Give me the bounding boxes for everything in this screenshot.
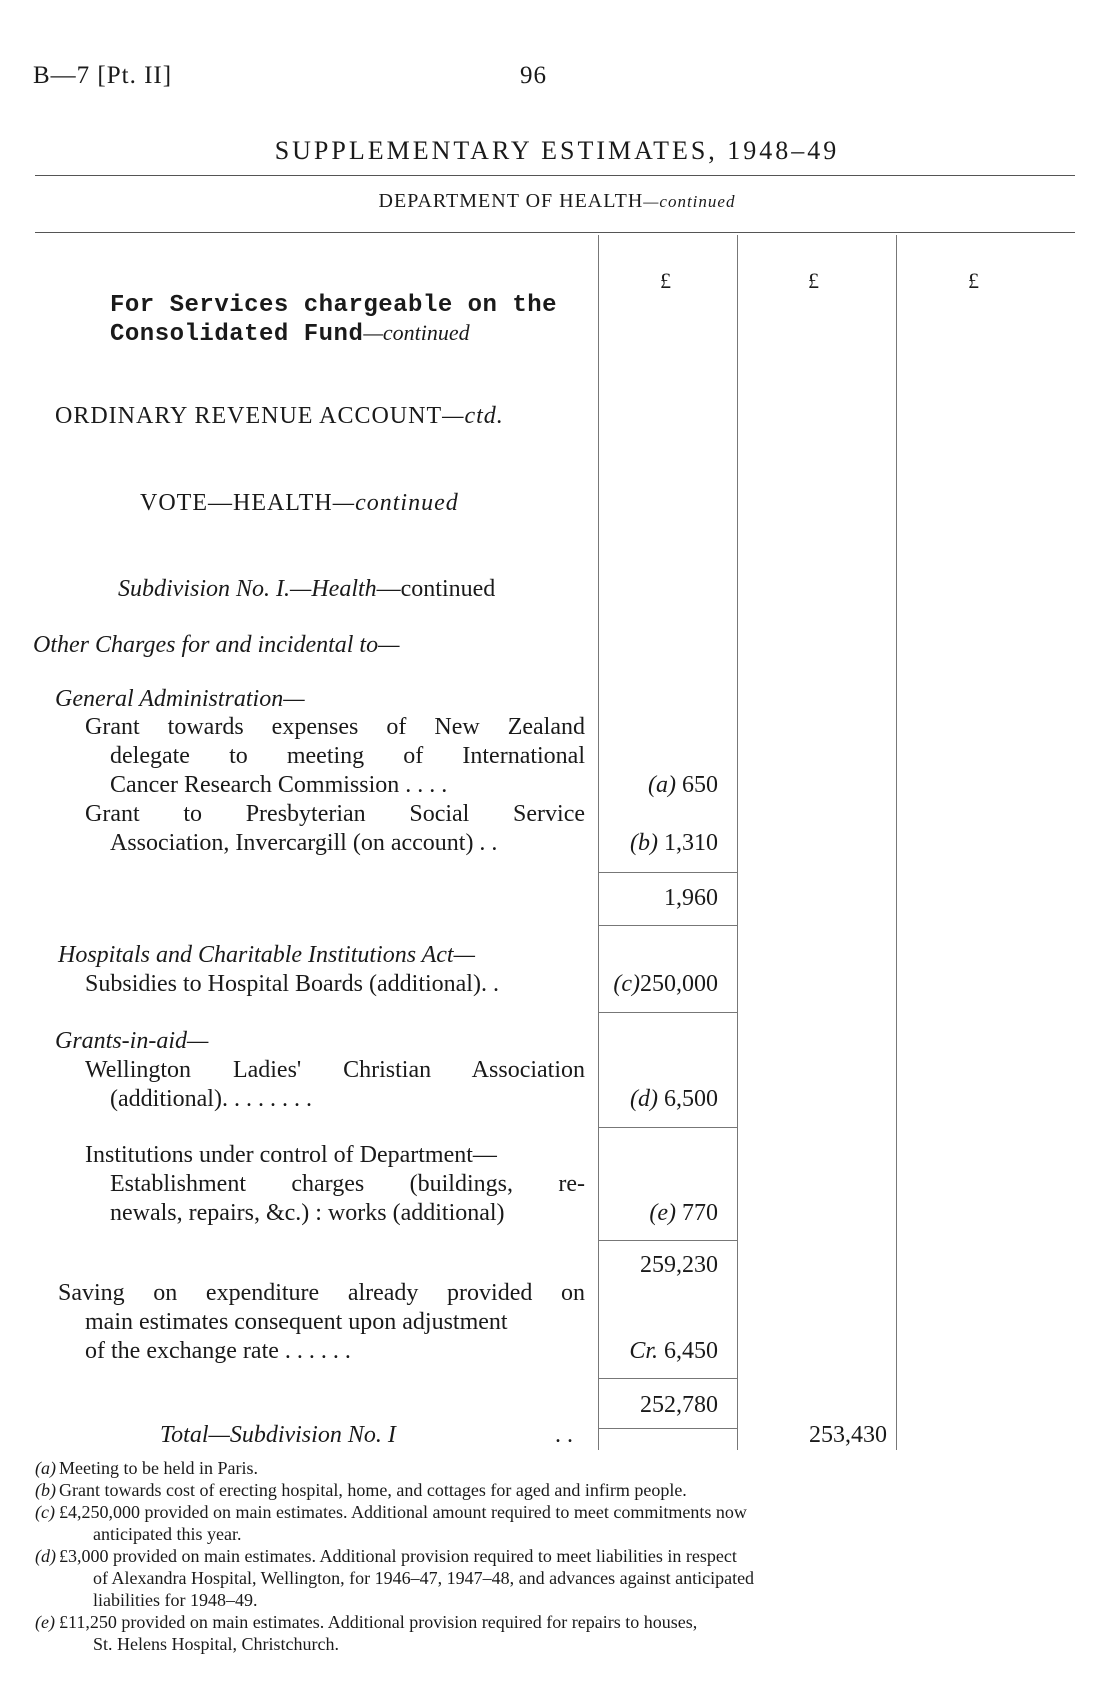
department-rule	[35, 232, 1075, 233]
amount-770: 770	[682, 1200, 718, 1226]
footnote-d-text: £3,000 provided on main estimates. Additional provision required to meet liabilities in respect	[59, 1546, 737, 1566]
footnote-a-label: (a)	[35, 1458, 56, 1478]
footnote-ref-a: (a)	[648, 772, 676, 798]
vote-heading	[140, 490, 459, 517]
hospitals-amount	[598, 971, 718, 998]
account-suffix: —ctd.	[442, 403, 504, 429]
services-heading-suffix: —continued	[363, 320, 470, 345]
institutions-line1: Institutions under control of Department—	[85, 1142, 497, 1168]
other-charges-heading: Other Charges for and incidental to—	[33, 632, 400, 658]
footnote-d	[35, 1545, 1065, 1567]
institutions-line2: Establishment charges (buildings, re-	[110, 1171, 585, 1197]
department-heading	[0, 190, 1114, 213]
services-heading-fund: Consolidated Fund	[110, 321, 364, 348]
department-name: DEPARTMENT OF HEALTH	[378, 190, 644, 212]
general-admin-item1-line1: Grant towards expenses of New Zealand	[85, 714, 585, 740]
footnote-e-text: £11,250 provided on main estimates. Additional provision required for repairs to houses,	[59, 1612, 698, 1632]
department-suffix: —continued	[643, 192, 736, 211]
grants-in-aid-line1: Wellington Ladies' Christian Association	[85, 1057, 585, 1083]
general-admin-heading: General Administration—	[55, 686, 305, 712]
amount-6500: 6,500	[664, 1086, 718, 1112]
footnote-d-cont: of Alexandra Hospital, Wellington, for 1946–47, 1947–48, and advances against anticipated	[93, 1568, 755, 1588]
hospitals-item: Subsidies to Hospital Boards (additional). .	[85, 971, 499, 997]
footnote-e-label: (e)	[35, 1612, 55, 1632]
total-dots: . .	[555, 1422, 573, 1448]
footnote-ref-d: (d)	[630, 1086, 658, 1112]
footnote-b	[35, 1479, 1065, 1501]
general-admin-item1-amount	[598, 772, 718, 799]
account-heading	[55, 403, 504, 430]
institutions-amount	[598, 1200, 718, 1227]
net-total-rule	[598, 1428, 737, 1429]
footnote-b-label: (b)	[35, 1480, 56, 1500]
general-admin-item1-line2: delegate to meeting of International	[110, 743, 585, 769]
saving-line2: main estimates consequent upon adjustment	[85, 1309, 508, 1335]
footnote-e	[35, 1611, 1065, 1633]
subdivision-name: Subdivision No. I.—Health	[118, 576, 377, 602]
column-divider-3	[896, 235, 897, 1450]
grants-in-aid-rule	[598, 1127, 737, 1128]
column-3-currency: £	[968, 268, 979, 293]
grants-in-aid-heading: Grants-in-aid—	[55, 1028, 209, 1054]
amount-250000: 250,000	[640, 971, 718, 997]
general-admin-item1-line3: Cancer Research Commission . . . .	[110, 772, 448, 798]
subdivision-suffix: —continued	[376, 576, 496, 602]
vote-name: VOTE—HEALTH	[140, 490, 333, 516]
amount-6450: 6,450	[664, 1338, 718, 1364]
sum-rule	[598, 1240, 737, 1241]
footnote-b-text: Grant towards cost of erecting hospital, home, and cottages for aged and infirm people.	[59, 1480, 687, 1500]
page-number: 96	[520, 62, 547, 89]
subdivision-heading	[118, 576, 495, 603]
footnote-c-text: £4,250,000 provided on main estimates. Additional amount required to meet commitments now	[59, 1502, 747, 1522]
grants-in-aid-line2: (additional). . . . . . . .	[110, 1086, 312, 1112]
services-heading-line2	[110, 320, 470, 348]
title-rule	[35, 175, 1075, 176]
saving-amount	[598, 1338, 718, 1365]
column-2-currency: £	[808, 268, 819, 293]
amount-1310: 1,310	[664, 830, 718, 856]
net-rule	[598, 1378, 737, 1379]
vote-suffix: —continued	[332, 490, 459, 516]
total-label: Total—Subdivision No. I	[160, 1422, 396, 1448]
services-heading-line1: For Services chargeable on the	[110, 292, 558, 319]
footnote-d-cont2: liabilities for 1948–49.	[93, 1590, 258, 1610]
institutions-line3: newals, repairs, &c.) : works (additional)	[110, 1200, 505, 1226]
page-reference: B—7 [Pt. II]	[33, 62, 173, 89]
general-admin-subtotal: 1,960	[664, 885, 718, 911]
general-admin-item2-amount	[598, 830, 718, 857]
general-admin-item2-line2: Association, Invercargill (on account) . .	[110, 830, 498, 856]
footnotes	[35, 1457, 1065, 1655]
footnote-e-cont: St. Helens Hospital, Christchurch.	[93, 1634, 339, 1654]
footnote-c	[35, 1501, 1065, 1523]
saving-line1: Saving on expenditure already provided on	[58, 1280, 585, 1306]
credit-label: Cr.	[629, 1338, 658, 1364]
column-1-currency: £	[660, 268, 671, 293]
footnote-ref-b: (b)	[630, 830, 658, 856]
saving-line3: of the exchange rate . . . . . .	[85, 1338, 351, 1364]
footnote-c-label: (c)	[35, 1502, 55, 1522]
footnote-a	[35, 1457, 1065, 1479]
hospitals-heading: Hospitals and Charitable Institutions Act—	[58, 942, 475, 968]
footnote-a-text: Meeting to be held in Paris.	[59, 1458, 258, 1478]
subtotal-rule-1	[598, 872, 737, 873]
amount-650: 650	[682, 772, 718, 798]
total-amount: 253,430	[809, 1422, 887, 1448]
grants-in-aid-amount	[598, 1086, 718, 1113]
net-total: 252,780	[640, 1392, 718, 1418]
footnote-c-cont: anticipated this year.	[93, 1524, 242, 1544]
sum-total: 259,230	[640, 1252, 718, 1278]
hospitals-rule	[598, 1012, 737, 1013]
footnote-d-label: (d)	[35, 1546, 56, 1566]
footnote-ref-e: (e)	[649, 1200, 676, 1226]
subtotal-rule-2	[598, 925, 737, 926]
general-admin-item2-line1: Grant to Presbyterian Social Service	[85, 801, 585, 827]
column-divider-2	[737, 235, 738, 1450]
page-title: SUPPLEMENTARY ESTIMATES, 1948–49	[274, 136, 840, 165]
account-name: ORDINARY REVENUE ACCOUNT	[55, 403, 443, 429]
footnote-ref-c: (c)	[613, 971, 640, 997]
